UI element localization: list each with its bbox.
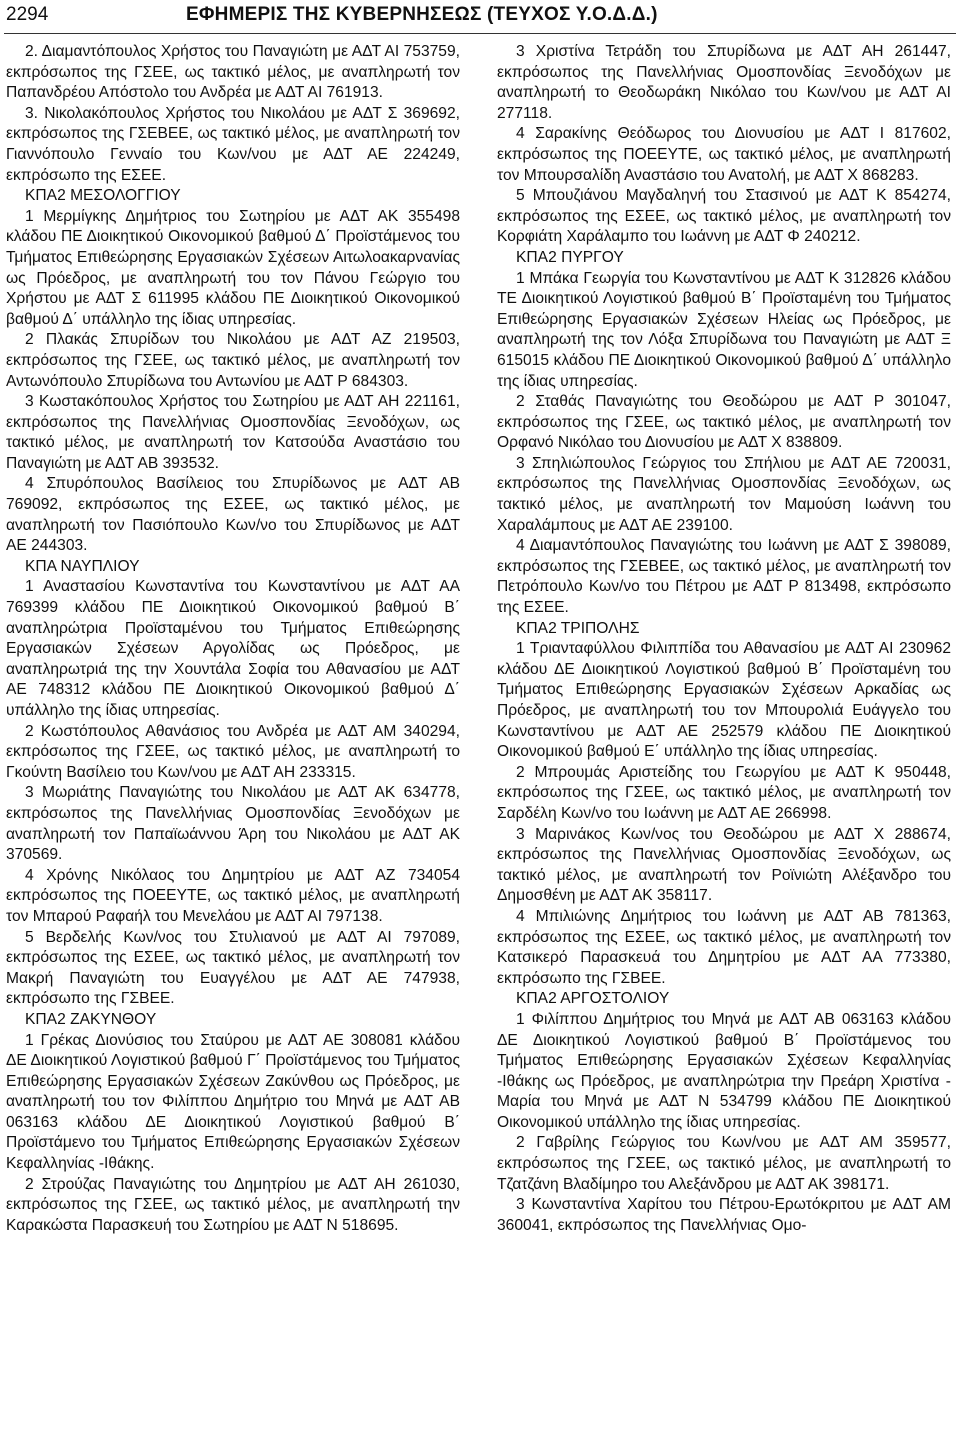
paragraph: 3 Χριστίνα Τετράδη του Σπυρίδωνα με ΑΔΤ ΑΗ 261447, εκπρόσωπος της Πανελλήνιας Ομοσπονδίας Ξενοδόχων με αναπληρωτή το Θεοδωράκη Νικόλαο του Κων/νου με ΑΔΤ ΑΙ 277118. <box>497 43 951 122</box>
section-heading: ΚΠΑ2 ΖΑΚΥΝΘΟΥ <box>25 1010 157 1028</box>
section-heading: ΚΠΑ2 ΠΥΡΓΟΥ <box>516 248 624 266</box>
paragraph: 1 Τριανταφύλλου Φιλιππίδα του Αθανασίου με ΑΔΤ ΑΙ 230962 κλάδου ΔΕ Διοικητικού Λογιστικού βαθμού Β΄ Προϊσταμένη του Τμήματος Επιθεώρησης Εργασιακών Σχέσεων Αρκαδίας ως Πρόεδρος, με αναπληρωτή του τον Μπουρολιά Ευάγγελο του Κωνσταντίνου με ΑΔΤ ΑΕ 252579 κλάδου ΠΕ Διοικητικού Οικονομικού βαθμού Ε΄ υπάλληλο της ίδιας υπηρεσίας. <box>497 640 951 761</box>
paragraph: 4 Σαρακίνης Θεόδωρος του Διονυσίου με ΑΔΤ Ι 817602, εκπρόσωπος της ΠΟΕΕΥΤΕ, ως τακτικό μέλος, με αναπληρωτή τον Μπουρσαλίδη Αναστάσιο του Ανατολή, με ΑΔΤ Χ 868283. <box>497 125 951 184</box>
paragraph: 1 Φιλίππου Δημήτριος του Μηνά με ΑΔΤ ΑΒ 063163 κλάδου ΔΕ Διοικητικού Λογιστικού βαθμού Β΄ Προϊστάμενος του Τμήματος Επιθεώρησης Εργασιακών Σχέσεων Κεφαλληνίας -Ιθάκης ως Πρόεδρος, με αναπληρώτρια την Πρεάρη Χριστίνα - Μαρία του Μηνά με ΑΔΤ Ν 534799 κλάδου ΠΕ Διοικητικού Οικονομικού υπάλληλο της ίδιας υπηρεσίας. <box>497 1010 951 1131</box>
paragraph: 1 Μερμίγκης Δημήτριος του Σωτηρίου με ΑΔΤ ΑΚ 355498 κλάδου ΠΕ Διοικητικού Οικονομικού βαθμού Δ΄ Προϊστάμενος του Τμήματος Επιθεώρησης Εργασιακών Σχέσεων Αιτωλοακαρνανίας ως Πρόεδρος, με αναπληρωτή του τον Πάνου Γεώργιο του Χρήστου με ΑΔΤ Σ 611995 κλάδου ΠΕ Διοικητικού Οικονομικού βαθμού Δ΄ υπάλληλο της ίδιας υπηρεσίας. <box>6 207 460 328</box>
paragraph: 1 Γρέκας Διονύσιος του Σταύρου με ΑΔΤ ΑΕ 308081 κλάδου ΔΕ Διοικητικού Λογιστικού βαθμού Γ΄ Προϊστάμενος του Τμήματος Επιθεώρησης Εργασιακών Σχέσεων Ζακύνθου ως Πρόεδρος, με αναπληρωτή του τον Φιλίππου Δημήτριο του Μηνά με ΑΔΤ ΑΒ 063163 κλάδου ΔΕ Διοικητικού Λογιστικού βαθμού Β΄ Προϊστάμενο του Τμήματος Επιθεώρησης Εργασιακών Σχέσεων Κεφαλληνίας -Ιθάκης. <box>6 1031 460 1173</box>
paragraph: 4 Χρόνης Νικόλαος του Δημητρίου με ΑΔΤ ΑΖ 734054 εκπρόσωπος της ΠΟΕΕΥΤΕ, ως τακτικό μέλος, με αναπληρωτή τον Μπαρού Ραφαήλ του Μενελάου με ΑΔΤ ΑΙ 797138. <box>6 866 460 925</box>
paragraph: 2 Στρούζας Παναγιώτης του Δημητρίου με ΑΔΤ ΑΗ 261030, εκπρόσωπος της ΓΣΕΕ, ως τακτικό μέλος, με αναπληρωτή την Καρακώστα Παρασκευή του Σωτηρίου με ΑΔΤ Ν 518695. <box>6 1175 460 1234</box>
paragraph: 3 Κωστακόπουλος Χρήστος του Σωτηρίου με ΑΔΤ ΑΗ 221161, εκπρόσωπος της Πανελλήνιας Ομοσπονδίας Ξενοδόχων, ως τακτικό μέλος, με αναπληρωτή τον Κατσούδα Αναστάσιο του Παναγιώτη με ΑΔΤ ΑΒ 393532. <box>6 393 460 472</box>
right-column <box>497 42 951 1236</box>
page-number: 2294 <box>6 4 49 25</box>
gazette-title: ΕΦΗΜΕΡΙΣ ΤΗΣ ΚΥΒΕΡΝΗΣΕΩΣ (ΤΕΥΧΟΣ Υ.Ο.Δ.Δ.) <box>186 4 658 25</box>
paragraph: 2 Μπρουμάς Αριστείδης του Γεωργίου με ΑΔΤ Κ 950448, εκπρόσωπος της ΓΣΕΕ, ως τακτικό μέλος, με αναπληρωτή τον Σαρδέλη Κων/νο του Ιωάννη με ΑΔΤ ΑΕ 266998. <box>497 763 951 822</box>
section-heading: ΚΠΑ2 ΜΕΣΟΛΟΓΓΙΟΥ <box>25 187 181 205</box>
paragraph: 2 Κωστόπουλος Αθανάσιος του Ανδρέα με ΑΔΤ ΑΜ 340294, εκπρόσωπος της ΓΣΕΕ, ως τακτικό μέλος, με αναπληρωτή το Γκούντη Βασίλειο του Κων/νου με ΑΔΤ ΑΗ 233315. <box>6 722 460 781</box>
paragraph: 1 Μπάκα Γεωργία του Κωνσταντίνου με ΑΔΤ Κ 312826 κλάδου ΤΕ Διοικητικού Λογιστικού βαθμού Β΄ Προϊσταμένη του Τμήματος Επιθεώρησης Εργασιακών Σχέσεων Ηλείας ως Πρόεδρος, με αναπληρωτή της τον Λόξα Σπυρίδωνα του Παναγιώτη με ΑΔΤ Ξ 615015 κλάδου ΠΕ Διοικητικού Οικονομικού βαθμού Δ΄ υπάλληλο της ίδιας υπηρεσίας. <box>497 269 951 390</box>
section-heading: ΚΠΑ2 ΑΡΓΟΣΤΟΛΙΟΥ <box>516 990 670 1008</box>
paragraph: 3 Κωνσταντίνα Χαρίτου του Πέτρου-Ερωτόκριτου με ΑΔΤ ΑΜ 360041, εκπρόσωπος της Πανελλήνιας Ομο- <box>497 1196 951 1234</box>
page-header <box>0 4 960 32</box>
paragraph: 3 Μαρινάκος Κων/νος του Θεοδώρου με ΑΔΤ Χ 288674, εκπρόσωπος της Πανελλήνιας Ομοσπονδίας Ξενοδόχων, ως τακτικό μέλος, με αναπληρωτή τον Ροϊνιώτη Αλέξανδρο του Δημοσθένη με ΑΔΤ ΑΚ 358117. <box>497 825 951 905</box>
paragraph: 3. Νικολακόπουλος Χρήστος του Νικολάου με ΑΔΤ Σ 369692, εκπρόσωπος της ΓΣΕΒΕΕ, ως τακτικό μέλος, με αναπληρωτή τον Γιαννόπουλο Γενναίο του Κων/νου με ΑΔΤ ΑΕ 224249, εκπρόσωπο της ΕΣΕΕ. <box>6 104 460 184</box>
header-divider <box>4 33 956 34</box>
paragraph: 2. Διαμαντόπουλος Χρήστος του Παναγιώτη με ΑΔΤ ΑΙ 753759, εκπρόσωπος της ΓΣΕΕ, ως τακτικό μέλος, με αναπληρωτή τον Παπανδρέου Απόστολο του Ανδρέα με ΑΔΤ ΑΙ 761913. <box>6 43 460 102</box>
section-heading: ΚΠΑ ΝΑΥΠΛΙΟΥ <box>25 557 140 575</box>
paragraph: 5 Βερδελής Κων/νος του Στυλιανού με ΑΔΤ ΑΙ 797089, εκπρόσωπος της ΕΣΕΕ, ως τακτικό μέλος, με αναπληρωτή τον Μακρή Παναγιώτη του Ευαγγέλου με ΑΔΤ ΑΕ 747938, εκπρόσωπο της ΓΣΒΕΕ. <box>6 928 460 1008</box>
section-heading: ΚΠΑ2 ΤΡΙΠΟΛΗΣ <box>516 619 640 637</box>
left-column <box>6 42 460 1236</box>
paragraph: 3 Μωριάτης Παναγιώτης του Νικολάου με ΑΔΤ ΑΚ 634778, εκπρόσωπος της Πανελλήνιας Ομοσπονδίας Ξενοδόχων με αναπληρωτή τον Παπαϊωάννου Άρη του Νικολάου με ΑΔΤ ΑΚ 370569. <box>6 784 460 864</box>
paragraph: 2 Σταθάς Παναγιώτης του Θεοδώρου με ΑΔΤ Ρ 301047, εκπρόσωπος της ΓΣΕΕ, ως τακτικό μέλος, με αναπληρωτή τον Ορφανό Νικόλαο του Διονυσίου με ΑΔΤ Χ 838809. <box>497 393 951 452</box>
paragraph: 4 Σπυρόπουλος Βασίλειος του Σπυρίδωνος με ΑΔΤ ΑΒ 769092, εκπρόσωπος της ΕΣΕΕ, ως τακτικό μέλος, με αναπληρωτή τον Πασιόπουλο Κων/νο του Σπυρίδωνος με ΑΔΤ ΑΕ 244303. <box>6 475 460 555</box>
paragraph: 2 Πλακάς Σπυρίδων του Νικολάου με ΑΔΤ ΑΖ 219503, εκπρόσωπος της ΓΣΕΕ, ως τακτικό μέλος, με αναπληρωτή τον Αντωνόπουλο Σπυρίδωνα του Αντωνίου με ΑΔΤ Ρ 684303. <box>6 331 460 390</box>
paragraph: 4 Διαμαντόπουλος Παναγιώτης του Ιωάννη με ΑΔΤ Σ 398089, εκπρόσωπος της ΓΣΕΒΕΕ, ως τακτικό μέλος, με αναπληρωτή τον Πετρόπουλο Κων/νο του Πέτρου με ΑΔΤ Ρ 813498, εκπρόσωπο της ΕΣΕΕ. <box>497 537 951 617</box>
paragraph: 2 Γαβρίλης Γεώργιος του Κων/νου με ΑΔΤ ΑΜ 359577, εκπρόσωπος της ΓΣΕΕ, ως τακτικό μέλος, με αναπληρωτή το Τζατζάνη Βλαδίμηρο του Αλεξάνδρου με ΑΔΤ ΑΚ 398171. <box>497 1134 951 1193</box>
paragraph: 3 Σπηλιώπουλος Γεώργιος του Σπήλιου με ΑΔΤ ΑΕ 720031, εκπρόσωπος της Πανελλήνιας Ομοσπονδίας Ξενοδόχων, ως τακτικό μέλος, με αναπληρωτή τον Μαμούση Ιωάννη του Χαραλάμπους με ΑΔΤ ΑΕ 239100. <box>497 454 951 534</box>
paragraph: 4 Μπιλιώνης Δημήτριος του Ιωάννη με ΑΔΤ ΑΒ 781363, εκπρόσωπος της ΕΣΕΕ, ως τακτικό μέλος, με αναπληρωτή τον Κατσικερό Παρασκευά του Δημητρίου με ΑΔΤ ΑΑ 773380, εκπρόσωπο της ΓΣΒΕΕ. <box>497 907 951 987</box>
paragraph: 1 Αναστασίου Κωνσταντίνα του Κωνσταντίνου με ΑΔΤ ΑΑ 769399 κλάδου ΠΕ Διοικητικού Οικονομικού βαθμού Β΄ αναπληρώτρια Προϊσταμένου του Τμήματος Επιθεώρησης Εργασιακών Σχέσεων Αργολίδας ως Πρόεδρος, με αναπληρωτριά της την Χουντάλα Σοφία του Αθανασίου με ΑΔΤ ΑΕ 748312 κλάδου ΠΕ Διοικητικού Οικονομικού βαθμού Δ΄ υπάλληλο της ίδιας υπηρεσίας. <box>6 578 460 719</box>
paragraph: 5 Μπουζιάνου Μαγδαληνή του Στασινού με ΑΔΤ Κ 854274, εκπρόσωπος της ΕΣΕΕ, ως τακτικό μέλος, με αναπληρωτή τον Κορφιάτη Χαράλαμπο του Ιωάννη με ΑΔΤ Φ 240212. <box>497 187 951 246</box>
